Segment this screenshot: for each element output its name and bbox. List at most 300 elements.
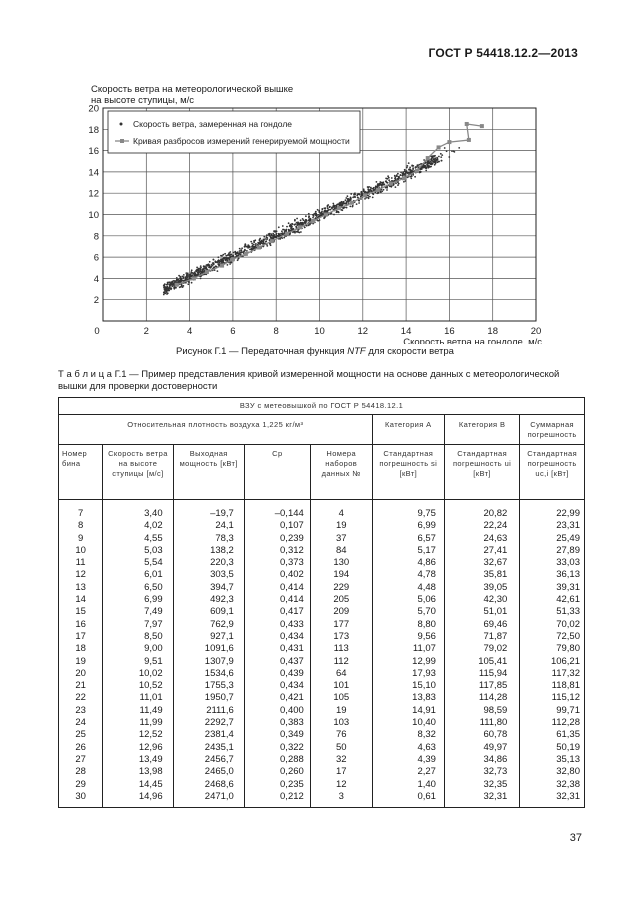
scatter-point	[425, 170, 427, 172]
scatter-point	[393, 183, 395, 185]
table-row	[59, 533, 585, 545]
table-cell: 6,57	[372, 533, 444, 545]
scatter-point	[164, 287, 166, 289]
x-tick-label: 4	[186, 326, 193, 337]
table-cell: 229	[310, 582, 372, 594]
table-cell: 12	[59, 569, 103, 581]
scatter-point	[312, 214, 314, 216]
scatter-point	[296, 222, 298, 224]
table-cell: 32,31	[444, 791, 519, 808]
series-marker	[205, 270, 209, 274]
scatter-point	[358, 202, 360, 204]
scatter-point	[330, 209, 332, 211]
series-marker	[363, 193, 367, 197]
table-cell: 28	[59, 766, 103, 778]
series-marker	[415, 169, 419, 173]
scatter-point	[227, 254, 229, 256]
scatter-point	[217, 263, 219, 265]
scatter-point	[405, 180, 407, 182]
scatter-point	[359, 194, 361, 196]
table-cell: 4,86	[372, 557, 444, 569]
scatter-point	[285, 230, 287, 232]
scatter-point	[198, 271, 200, 273]
scatter-point	[385, 181, 387, 183]
scatter-point	[407, 173, 409, 175]
table-cell: 32,73	[444, 766, 519, 778]
scatter-point	[368, 186, 370, 188]
scatter-point	[197, 269, 199, 271]
table-title-line2: вышки для проверки достоверности	[58, 381, 218, 392]
scatter-point	[315, 213, 317, 215]
table-header-main: ВЗУ с метеовышкой по ГОСТ Р 54418.12.1	[59, 398, 585, 415]
scatter-point	[441, 160, 443, 162]
table-cell: 0,235	[244, 779, 310, 791]
table-row	[59, 656, 585, 668]
legend-label-scatter: Скорость ветра, замеренная на гондоле	[133, 119, 293, 129]
scatter-point	[167, 282, 169, 284]
table-cell: 112,28	[520, 717, 585, 729]
scatter-point	[281, 230, 283, 232]
table-cell: 115,94	[444, 668, 519, 680]
scatter-point	[244, 243, 246, 245]
series-marker	[324, 213, 328, 217]
scatter-point	[234, 251, 236, 253]
table-cell: 19	[310, 705, 372, 717]
scatter-point	[315, 211, 317, 213]
scatter-point	[440, 156, 442, 158]
data-table	[58, 397, 585, 808]
scatter-point	[266, 234, 268, 236]
scatter-point	[321, 214, 323, 216]
y-tick-label: 4	[93, 273, 99, 285]
table-cell: 61,35	[520, 729, 585, 741]
scatter-point	[444, 147, 446, 149]
table-cell: 39,31	[520, 582, 585, 594]
scatter-point	[171, 287, 173, 289]
x-tick-label: 0	[94, 326, 100, 337]
table-cell: 9,56	[372, 631, 444, 643]
table-cell: 6,99	[103, 594, 173, 606]
scatter-point	[375, 185, 377, 187]
scatter-point	[367, 191, 369, 193]
table-row	[59, 594, 585, 606]
scatter-point	[227, 258, 229, 260]
table-cell: 19	[59, 656, 103, 668]
table-cell: 10,02	[103, 668, 173, 680]
caption-italic: NTF	[347, 346, 366, 357]
table-cell: 4,78	[372, 569, 444, 581]
table-cell: 26	[59, 742, 103, 754]
scatter-point	[279, 233, 281, 235]
scatter-point	[368, 195, 370, 197]
scatter-point	[302, 223, 304, 225]
scatter-point	[372, 197, 374, 199]
table-cell: 32,31	[520, 791, 585, 808]
table-cell: 78,3	[173, 533, 244, 545]
scatter-point	[272, 236, 274, 238]
scatter-point	[222, 258, 224, 260]
scatter-point	[290, 228, 292, 230]
scatter-point	[347, 195, 349, 197]
table-cell: 0,417	[244, 606, 310, 618]
table-cell: 5,70	[372, 606, 444, 618]
table-cell: 6,50	[103, 582, 173, 594]
scatter-point	[244, 246, 246, 248]
scatter-point	[246, 250, 248, 252]
scatter-point	[247, 247, 249, 249]
scatter-point	[332, 203, 334, 205]
table-cell: 24	[59, 717, 103, 729]
scatter-point	[308, 218, 310, 220]
scatter-point	[269, 243, 271, 245]
scatter-point	[283, 237, 285, 239]
scatter-point	[370, 187, 372, 189]
table-cell: 0,312	[244, 545, 310, 557]
table-row	[59, 619, 585, 631]
scatter-point	[419, 171, 421, 173]
table-row	[59, 668, 585, 680]
table-cell: 114,28	[444, 692, 519, 704]
table-cell: 11,07	[372, 643, 444, 655]
table-cell: 927,1	[173, 631, 244, 643]
x-tick-label: 2	[143, 326, 149, 337]
scatter-point	[181, 285, 183, 287]
table-cell: 2,27	[372, 766, 444, 778]
scatter-point	[312, 223, 314, 225]
caption-suffix: для скорости ветра	[365, 346, 454, 357]
table-header-density: Относительная плотность воздуха 1,225 кг/м³	[59, 415, 373, 445]
scatter-point	[317, 214, 319, 216]
series-marker	[465, 122, 469, 126]
col-header-bin: Номер бина	[59, 445, 103, 500]
table-cell: 22	[59, 692, 103, 704]
table-cell: 17	[59, 631, 103, 643]
table-cell: 4,39	[372, 754, 444, 766]
scatter-point	[408, 169, 410, 171]
scatter-point	[349, 206, 351, 208]
scatter-point	[176, 277, 178, 279]
scatter-point	[448, 156, 450, 158]
page-number: 37	[569, 832, 582, 844]
scatter-point	[216, 262, 218, 264]
table-cell: 103	[310, 717, 372, 729]
table-cell: 14,45	[103, 779, 173, 791]
scatter-point	[282, 225, 284, 227]
table-cell: 11,49	[103, 705, 173, 717]
scatter-point	[380, 183, 382, 185]
scatter-point	[259, 238, 261, 240]
table-cell: 12,52	[103, 729, 173, 741]
table-cell: 0,288	[244, 754, 310, 766]
series-marker	[257, 246, 261, 250]
table-cell: 0,439	[244, 668, 310, 680]
scatter-point	[294, 232, 296, 234]
table-cell: 0,434	[244, 680, 310, 692]
scatter-point	[410, 177, 412, 179]
scatter-point	[200, 265, 202, 267]
scatter-point	[218, 261, 220, 263]
table-cell: 27,89	[520, 545, 585, 557]
scatter-point	[343, 201, 345, 203]
scatter-point	[437, 161, 439, 163]
scatter-point	[183, 285, 185, 287]
table-cell: 11	[59, 557, 103, 569]
scatter-point	[396, 175, 398, 177]
col-header-cp: Cp	[244, 445, 310, 500]
table-cell: 9,75	[372, 500, 444, 521]
scatter-point	[187, 272, 189, 274]
scatter-point	[254, 239, 256, 241]
scatter-point	[354, 194, 356, 196]
scatter-point	[356, 203, 358, 205]
table-cell: 14,96	[103, 791, 173, 808]
table-cell: 2381,4	[173, 729, 244, 741]
table-cell: 492,3	[173, 594, 244, 606]
series-marker	[350, 201, 354, 205]
scatter-point	[227, 264, 229, 266]
scatter-point	[345, 197, 347, 199]
scatter-point	[441, 154, 443, 156]
scatter-point	[458, 147, 460, 149]
table-cell: 17,93	[372, 668, 444, 680]
scatter-point	[341, 201, 343, 203]
table-header-cat-a: Категория А	[372, 415, 444, 445]
scatter-point	[409, 167, 411, 169]
table-cell: 39,05	[444, 582, 519, 594]
scatter-point	[333, 214, 335, 216]
scatter-point	[411, 175, 413, 177]
table-cell: 17	[310, 766, 372, 778]
scatter-point	[209, 266, 211, 268]
series-marker	[220, 264, 224, 268]
table-cell: 34,86	[444, 754, 519, 766]
table-cell: 20	[59, 668, 103, 680]
table-cell: 12,96	[103, 742, 173, 754]
table-cell: 0,434	[244, 631, 310, 643]
table-cell: 32,35	[444, 779, 519, 791]
scatter-point	[257, 244, 259, 246]
series-marker	[402, 176, 406, 180]
table-cell: 101	[310, 680, 372, 692]
table-cell: 70,02	[520, 619, 585, 631]
scatter-point	[188, 274, 190, 276]
table-cell: 2111,6	[173, 705, 244, 717]
y-tick-label: 12	[88, 188, 99, 200]
scatter-point	[220, 261, 222, 263]
scatter-point	[196, 267, 198, 269]
scatter-point	[426, 162, 428, 164]
table-cell: 79,02	[444, 643, 519, 655]
table-cell: 105	[310, 692, 372, 704]
table-cell: 1755,3	[173, 680, 244, 692]
col-header-si: Стандартная погрешность si [кВт]	[372, 445, 444, 500]
scatter-point	[261, 240, 263, 242]
table-cell: 0,373	[244, 557, 310, 569]
table-cell: 98,59	[444, 705, 519, 717]
scatter-point	[341, 203, 343, 205]
scatter-point	[404, 169, 406, 171]
table-cell: 24,63	[444, 533, 519, 545]
table-cell: 13,98	[103, 766, 173, 778]
table-cell: 0,421	[244, 692, 310, 704]
scatter-point	[171, 281, 173, 283]
table-cell: 0,349	[244, 729, 310, 741]
chart-y-title-line1: Скорость ветра на метеорологической вышке	[91, 84, 294, 95]
table-cell: 32,80	[520, 766, 585, 778]
chart-area	[80, 84, 560, 344]
scatter-point	[344, 207, 346, 209]
scatter-point	[377, 184, 379, 186]
table-cell: 6,99	[372, 520, 444, 532]
scatter-point	[166, 291, 168, 293]
scatter-point	[188, 281, 190, 283]
table-cell: 8,50	[103, 631, 173, 643]
scatter-point	[297, 223, 299, 225]
table-row	[59, 705, 585, 717]
table-cell: 49,97	[444, 742, 519, 754]
table-cell: –0,144	[244, 500, 310, 521]
scatter-point	[425, 167, 427, 169]
scatter-point	[431, 163, 433, 165]
x-axis-label: Скорость ветра на гондоле, м/с	[403, 337, 542, 344]
table-cell: 22,99	[520, 500, 585, 521]
figure-caption	[0, 346, 630, 357]
table-cell: 4,02	[103, 520, 173, 532]
scatter-point	[381, 190, 383, 192]
scatter-point	[302, 218, 304, 220]
col-header-ui: Стандартная погрешность ui [кВт]	[444, 445, 519, 500]
scatter-point	[429, 166, 431, 168]
table-row	[59, 606, 585, 618]
scatter-point	[376, 181, 378, 183]
scatter-point	[183, 274, 185, 276]
scatter-point	[426, 164, 428, 166]
table-body	[59, 500, 585, 808]
scatter-point	[400, 171, 402, 173]
x-tick-label: 14	[400, 326, 412, 337]
x-tick-label: 10	[314, 326, 325, 337]
table-cell: 138,2	[173, 545, 244, 557]
scatter-point	[312, 217, 314, 219]
scatter-point	[411, 170, 413, 172]
table-cell: 0,402	[244, 569, 310, 581]
table-cell: 205	[310, 594, 372, 606]
scatter-point	[325, 207, 327, 209]
scatter-point	[321, 208, 323, 210]
table-cell: 0,260	[244, 766, 310, 778]
table-cell: 5,03	[103, 545, 173, 557]
table-cell: 177	[310, 619, 372, 631]
scatter-point	[221, 262, 223, 264]
scatter-point	[316, 215, 318, 217]
legend-marker-series	[120, 139, 124, 143]
scatter-point	[173, 280, 175, 282]
scatter-point	[294, 220, 296, 222]
table-cell: 3	[310, 791, 372, 808]
scatter-point	[254, 246, 256, 248]
scatter-point	[200, 267, 202, 269]
scatter-point	[402, 173, 404, 175]
scatter-point	[203, 267, 205, 269]
scatter-point	[271, 234, 273, 236]
scatter-point	[408, 162, 410, 164]
table-cell: 1950,7	[173, 692, 244, 704]
scatter-point	[329, 206, 331, 208]
scatter-point	[281, 237, 283, 239]
scatter-point	[286, 226, 288, 228]
table-cell: 27,41	[444, 545, 519, 557]
scatter-point	[348, 201, 350, 203]
scatter-point	[431, 160, 433, 162]
table-cell: 2468,6	[173, 779, 244, 791]
scatter-point	[414, 176, 416, 178]
caption-prefix: Рисунок Г.1 — Передаточная функция	[176, 346, 348, 357]
table-cell: 0,437	[244, 656, 310, 668]
scatter-point	[239, 248, 241, 250]
table-cell: 303,5	[173, 569, 244, 581]
series-marker	[298, 225, 302, 229]
scatter-point	[398, 176, 400, 178]
scatter-point	[397, 184, 399, 186]
scatter-point	[395, 186, 397, 188]
x-tick-label: 8	[273, 326, 279, 337]
table-cell: 4,55	[103, 533, 173, 545]
scatter-point	[166, 288, 168, 290]
scatter-point	[212, 262, 214, 264]
scatter-point	[296, 218, 298, 220]
table-row	[59, 729, 585, 741]
table-cell: 0,107	[244, 520, 310, 532]
scatter-point	[225, 255, 227, 257]
table-cell: 2465,0	[173, 766, 244, 778]
legend-label-series: Кривая разбросов измерений генерируемой мощности	[133, 136, 350, 146]
table-row	[59, 692, 585, 704]
table-cell: 11,99	[103, 717, 173, 729]
table-cell: 2435,1	[173, 742, 244, 754]
series-marker	[447, 140, 451, 144]
table-cell: 64	[310, 668, 372, 680]
col-header-uci: Стандартная погрешность uc,i [кВт]	[520, 445, 585, 500]
scatter-point	[402, 175, 404, 177]
scatter-point	[248, 245, 250, 247]
scatter-point	[345, 199, 347, 201]
scatter-point	[203, 269, 205, 271]
scatter-point	[434, 157, 436, 159]
table-cell: 209	[310, 606, 372, 618]
scatter-point	[400, 174, 402, 176]
scatter-point	[215, 261, 217, 263]
series-marker	[437, 145, 441, 149]
scatter-point	[203, 265, 205, 267]
scatter-point	[305, 219, 307, 221]
scatter-point	[186, 276, 188, 278]
table-cell: 35,13	[520, 754, 585, 766]
scatter-point	[191, 269, 193, 271]
y-tick-label: 16	[88, 146, 99, 158]
scatter-point	[327, 206, 329, 208]
table-title-line1: Т а б л и ц а Г.1 — Пример представления кривой измеренной мощности на основе данных с метеорологической	[58, 369, 560, 380]
table-cell: 50,19	[520, 742, 585, 754]
y-tick-label: 8	[93, 231, 99, 243]
table-cell: 7,49	[103, 606, 173, 618]
table-cell: 9,51	[103, 656, 173, 668]
col-header-sets: Номера наборов данных №	[310, 445, 372, 500]
scatter-point	[294, 223, 296, 225]
table-cell: 115,12	[520, 692, 585, 704]
table-cell: 13	[59, 582, 103, 594]
scatter-point	[274, 231, 276, 233]
x-tick-label: 16	[444, 326, 455, 337]
